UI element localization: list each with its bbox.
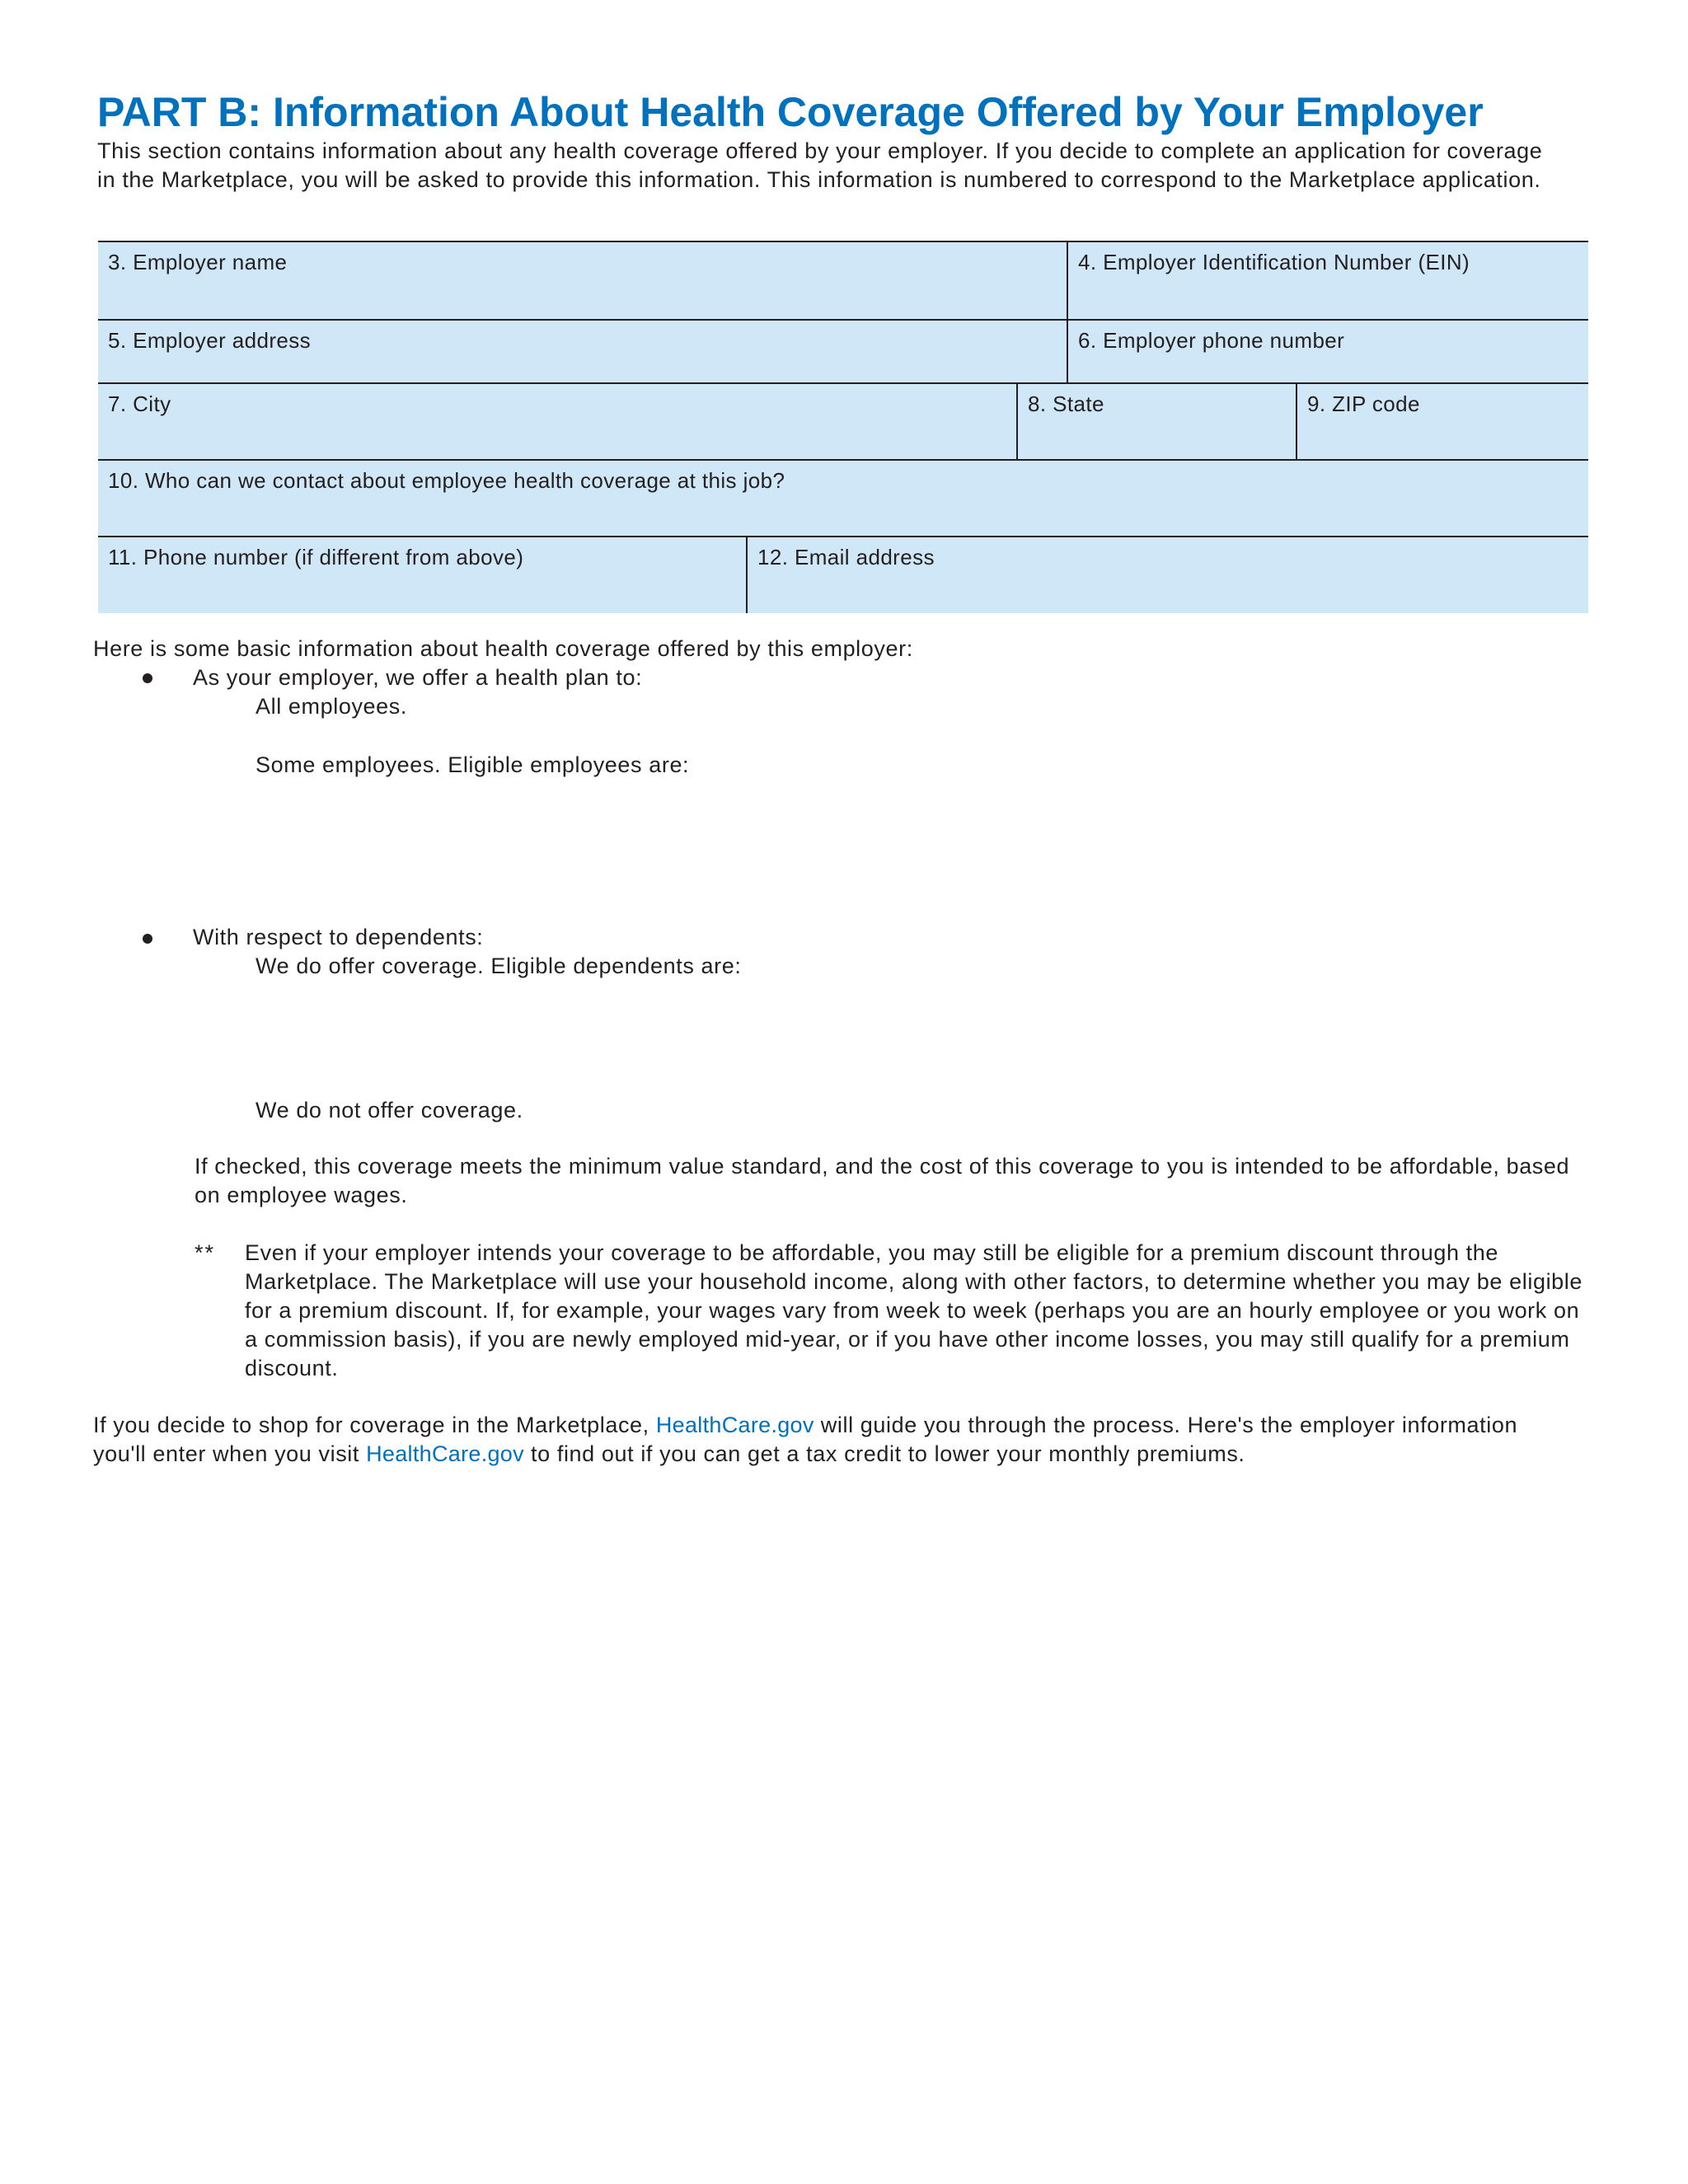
state-field[interactable] bbox=[1016, 384, 1296, 459]
bullet-icon bbox=[143, 673, 152, 683]
affordable-note: Even if your employer intends your coverage to be affordable, you may still be eligible for a premium discount through the Marketplace. The Marketplace will use your household income, along with other factors, to determine whether you may be eligible for a premium discount. If, for example, your wages vary from week to week (perhaps you are an hourly employee or you work on a commission basis), if you are newly employed mid-year, or if you have other income losses, you may still qualify for a premium discount. bbox=[245, 1240, 1583, 1380]
zip-label: 9. ZIP code bbox=[1307, 391, 1420, 416]
closing-text-3: to find out if you can get a tax credit to lower your monthly premiums. bbox=[523, 1441, 1245, 1466]
contact-label: 10. Who can we contact about employee health coverage at this job? bbox=[108, 468, 785, 493]
city-label: 7. City bbox=[108, 391, 171, 416]
form-row-address bbox=[98, 321, 1588, 384]
form-row-contact bbox=[98, 461, 1588, 537]
employer-address-label: 5. Employer address bbox=[108, 328, 312, 353]
all-employees-option[interactable]: All employees. bbox=[256, 694, 407, 719]
email-field[interactable] bbox=[746, 537, 1588, 613]
employer-name-label: 3. Employer name bbox=[108, 250, 288, 274]
zip-field[interactable] bbox=[1296, 384, 1588, 459]
dependents-intro-text: With respect to dependents: bbox=[193, 925, 484, 949]
minimum-value-note: If checked, this coverage meets the minimum value standard, and the cost of this coverage to you is intended to be affordable, based on employee wages. bbox=[195, 1154, 1570, 1207]
email-label: 12. Email address bbox=[757, 545, 935, 569]
do-not-offer-option[interactable]: We do not offer coverage. bbox=[256, 1098, 523, 1122]
some-employees-option[interactable]: Some employees. Eligible employees are: bbox=[256, 752, 690, 777]
alt-phone-label: 11. Phone number (if different from above) bbox=[108, 545, 524, 569]
basic-info-heading: Here is some basic information about health coverage offered by this employer: bbox=[93, 636, 913, 661]
healthcare-gov-link[interactable]: HealthCare.gov bbox=[366, 1441, 524, 1466]
ein-label: 4. Employer Identification Number (EIN) bbox=[1078, 250, 1470, 274]
page-title: PART B: Information About Health Coverage Offered by Your Employer bbox=[97, 89, 1484, 135]
plan-intro-text: As your employer, we offer a health plan to: bbox=[193, 665, 643, 690]
bullet-icon bbox=[143, 934, 152, 944]
intro-paragraph: This section contains information about any health coverage offered by your employer. If you decide to complete an application for coverage in the Marketplace, you will be asked to provide this information. This information is numbered to correspond to the Marketplace application. bbox=[97, 138, 1543, 192]
healthcare-gov-link[interactable]: HealthCare.gov bbox=[655, 1413, 814, 1437]
closing-paragraph bbox=[93, 1411, 1568, 1469]
ein-field[interactable] bbox=[1067, 242, 1588, 319]
employer-phone-field[interactable] bbox=[1067, 321, 1588, 382]
alt-phone-field[interactable] bbox=[98, 537, 746, 613]
form-row-employer bbox=[98, 242, 1588, 321]
do-offer-option[interactable]: We do offer coverage. Eligible dependents are: bbox=[256, 954, 742, 978]
state-label: 8. State bbox=[1028, 391, 1104, 416]
closing-text-1: If you decide to shop for coverage in the Marketplace, bbox=[93, 1413, 656, 1437]
form-row-location bbox=[98, 384, 1588, 461]
city-field[interactable] bbox=[98, 384, 1016, 459]
footnote-marker: ** bbox=[195, 1240, 216, 1265]
employer-info-form bbox=[98, 241, 1588, 613]
contact-field[interactable] bbox=[98, 461, 1588, 536]
employer-address-field[interactable] bbox=[98, 321, 1067, 382]
closing-text-2: will guide you through the process. Here's the employer information you'll enter when you visit bbox=[93, 1413, 1518, 1466]
employer-name-field[interactable] bbox=[98, 242, 1067, 319]
form-row-phone-email bbox=[98, 537, 1588, 613]
employer-phone-label: 6. Employer phone number bbox=[1078, 328, 1345, 353]
